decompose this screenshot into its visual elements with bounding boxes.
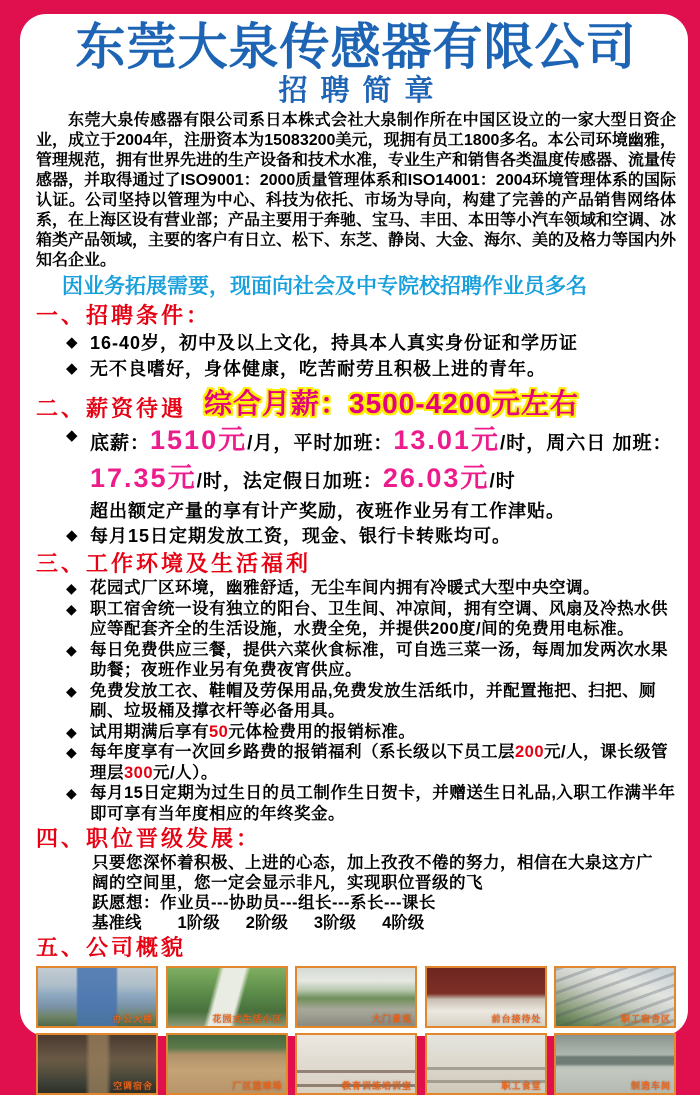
list-item [36, 356, 676, 382]
photo-caption: 职工食堂 [501, 1081, 542, 1091]
diamond-bullet-icon: ◆ [66, 600, 77, 617]
promotion-paragraph: 只要您深怀着积极、上进的心态，加上孜孜不倦的努力，相信在大泉这方广阔的空间里，您一定会显示非凡，实现职位晋级的飞 [92, 854, 653, 892]
photo-aircon-dorm [36, 1033, 158, 1095]
poster-content-card [20, 14, 688, 1091]
ladder-baseline-label: 基准线 [92, 914, 142, 932]
photo-training-room [295, 1033, 417, 1095]
photo-caption: 制造车间 [630, 1081, 671, 1091]
payday-text: 每月15日定期发放工资，现金、银行卡转账均可。 [90, 526, 512, 546]
requirement-text: 无不良嗜好，身体健康，吃苦耐劳且积极上进的青年。 [90, 359, 546, 379]
ladder-grade-label: 2阶级 [245, 914, 288, 932]
poster-title: 招聘简章 [278, 75, 447, 107]
diamond-bullet-icon: ◆ [66, 334, 78, 351]
photo-caption: 教育训练培训室 [341, 1081, 412, 1091]
diamond-bullet-icon: ◆ [66, 580, 77, 596]
photo-canteen [425, 1033, 547, 1095]
weekend-ot-value: 17.35元 [90, 463, 197, 493]
promotion-path: 跃愿想：作业员---协助员---组长---系长---课长 [92, 894, 436, 912]
photo-caption: 职工宿舍区 [620, 1014, 671, 1024]
monthly-salary-banner: 综合月薪：3500-4200元左右 [204, 388, 579, 419]
photo-basketball-court [166, 1033, 288, 1095]
section4-heading: 四、职位晋级发展： [36, 826, 262, 851]
section3-bullets [36, 578, 676, 824]
base-pay-value: 1510元 [150, 425, 248, 455]
diamond-bullet-icon: ◆ [66, 744, 77, 760]
list-item [36, 578, 676, 599]
ladder-grade-label: 1阶级 [177, 914, 220, 932]
welfare-text: 每日免费供应三餐，提供六菜伙食标准，可自选三菜一汤，每周加发两次水果助餐；夜班作业另有免费夜宵供应。 [90, 640, 668, 679]
photo-office-building [36, 966, 158, 1028]
diamond-bullet-icon: ◆ [66, 641, 77, 658]
promotion-ladder [92, 913, 662, 933]
photo-dormitory-area [554, 966, 676, 1028]
travel-allowance-manager-value: 300 [124, 763, 154, 782]
list-item [36, 742, 676, 783]
welfare-text: 花园式厂区环境，幽雅舒适，无尘车间内拥有冷暖式大型中央空调。 [90, 579, 600, 597]
travel-allowance-staff-value: 200 [515, 743, 545, 761]
photo-garden-living-area [166, 966, 288, 1028]
section5-heading: 五、公司概貌 [36, 935, 187, 960]
photo-caption: 空调宿舍 [112, 1081, 153, 1091]
photo-main-gate [295, 966, 417, 1028]
section2-heading: 二、薪资待遇 [36, 396, 187, 421]
photo-caption: 前台接待处 [491, 1014, 542, 1024]
ladder-grade-label: 3阶级 [313, 914, 357, 932]
list-item [36, 523, 676, 549]
section1-bullets [36, 330, 676, 382]
section2-heading-row [36, 384, 676, 422]
bonus-note-text: 超出额定产量的享有计产奖励，夜班作业另有工作津贴。 [90, 501, 565, 521]
gallery-row [36, 1033, 676, 1095]
photo-caption: 办公大楼 [112, 1014, 153, 1024]
photo-caption: 花园式生活小区 [212, 1014, 283, 1024]
company-intro-paragraph: 东莞大泉传感器有限公司系日本株式会社大泉制作所在中国区设立的一家大型日资企业，成立于2004年，注册资本为15083200美元，现拥有员工1800多名。本公司环境幽雅，管理规范，拥有世界先进的生产设备和技术水准，专业生产和销售各类温度传感器、流量传感器，并取得通过了ISO9001：2000质量管理体系和ISO14001：2004环境管理体系的国际认证。公司坚持以管理为中心、科技为依托、市场为导向，构建了完善的产品销售网络体系，在上海区设有营业部；产品主要用于奔驰、宝马、丰田、本田等小汽车领域和空调、冰箱类产品领域，主要的客户有日立、松下、东芝、静岗、大金、海尔、美的及格力等国内外知名企业。 [36, 112, 677, 269]
section1-heading: 一、招聘条件： [36, 303, 212, 328]
welfare-text: 职工宿舍统一设有独立的阳台、卫生间、冲凉间，拥有空调、风扇及冷热水供应等配套齐全的生活设施，水费全免，并提供200度/间的免费用电标准。 [90, 599, 668, 638]
photo-caption: 大门景观 [371, 1014, 412, 1024]
diamond-bullet-icon: ◆ [66, 785, 77, 801]
diamond-bullet-icon: ◆ [66, 527, 78, 544]
requirement-text: 16-40岁，初中及以上文化，持具本人真实身份证和学历证 [90, 333, 579, 353]
gallery-row [36, 966, 676, 1028]
diamond-bullet-icon: ◆ [66, 427, 78, 444]
section2-bullets [36, 423, 676, 549]
company-name-title: 东莞大泉传感器有限公司 [75, 19, 637, 75]
photo-caption: 厂区篮球场 [232, 1081, 283, 1091]
weekday-ot-value: 13.01元 [393, 425, 500, 455]
welfare-text: 免费发放工衣、鞋帽及劳保用品,免费发放生活纸巾，并配置拖把、扫把、厕刷、垃圾桶及撑衣杆等必备用具。 [90, 681, 657, 720]
welfare-text: 每月15日定期为过生日的员工制作生日贺卡，并赠送生日礼品,入职工作满半年即可享有当年度相应的年终奖金。 [90, 784, 676, 823]
pay-line-1: 底薪：1510元/月，平时加班：13.01元/时，周六日 加班：17.35元/时，法定假日加班：26.03元/时 [90, 425, 673, 493]
list-item [36, 722, 676, 743]
holiday-ot-value: 26.03元 [382, 463, 490, 493]
section4-body [36, 853, 676, 933]
welfare-text: 每年度享有一次回乡路费的报销福利（系长级以下员工层200元/人，课长级管理层300元/人）。 [90, 743, 669, 782]
section3-heading: 三、工作环境及生活福利 [36, 551, 312, 576]
checkup-fee-value: 50 [209, 722, 229, 741]
welfare-text: 试用期满后享有50元体检费用的报销标准。 [90, 722, 416, 741]
photo-workshop [554, 1033, 676, 1095]
list-item [36, 783, 676, 824]
list-item [36, 681, 676, 722]
diamond-bullet-icon: ◆ [66, 360, 78, 377]
list-item [36, 640, 676, 681]
photo-reception [425, 966, 547, 1028]
list-item [36, 330, 676, 356]
list-item [36, 423, 676, 523]
recruitment-announcement: 因业务拓展需要，现面向社会及中专院校招聘作业员多名 [62, 275, 587, 298]
company-photo-gallery [36, 966, 676, 1095]
diamond-bullet-icon: ◆ [66, 682, 77, 699]
ladder-grade-label: 4阶级 [382, 914, 425, 932]
diamond-bullet-icon: ◆ [66, 723, 77, 740]
list-item [36, 599, 676, 640]
salary-detail-text [90, 423, 676, 523]
